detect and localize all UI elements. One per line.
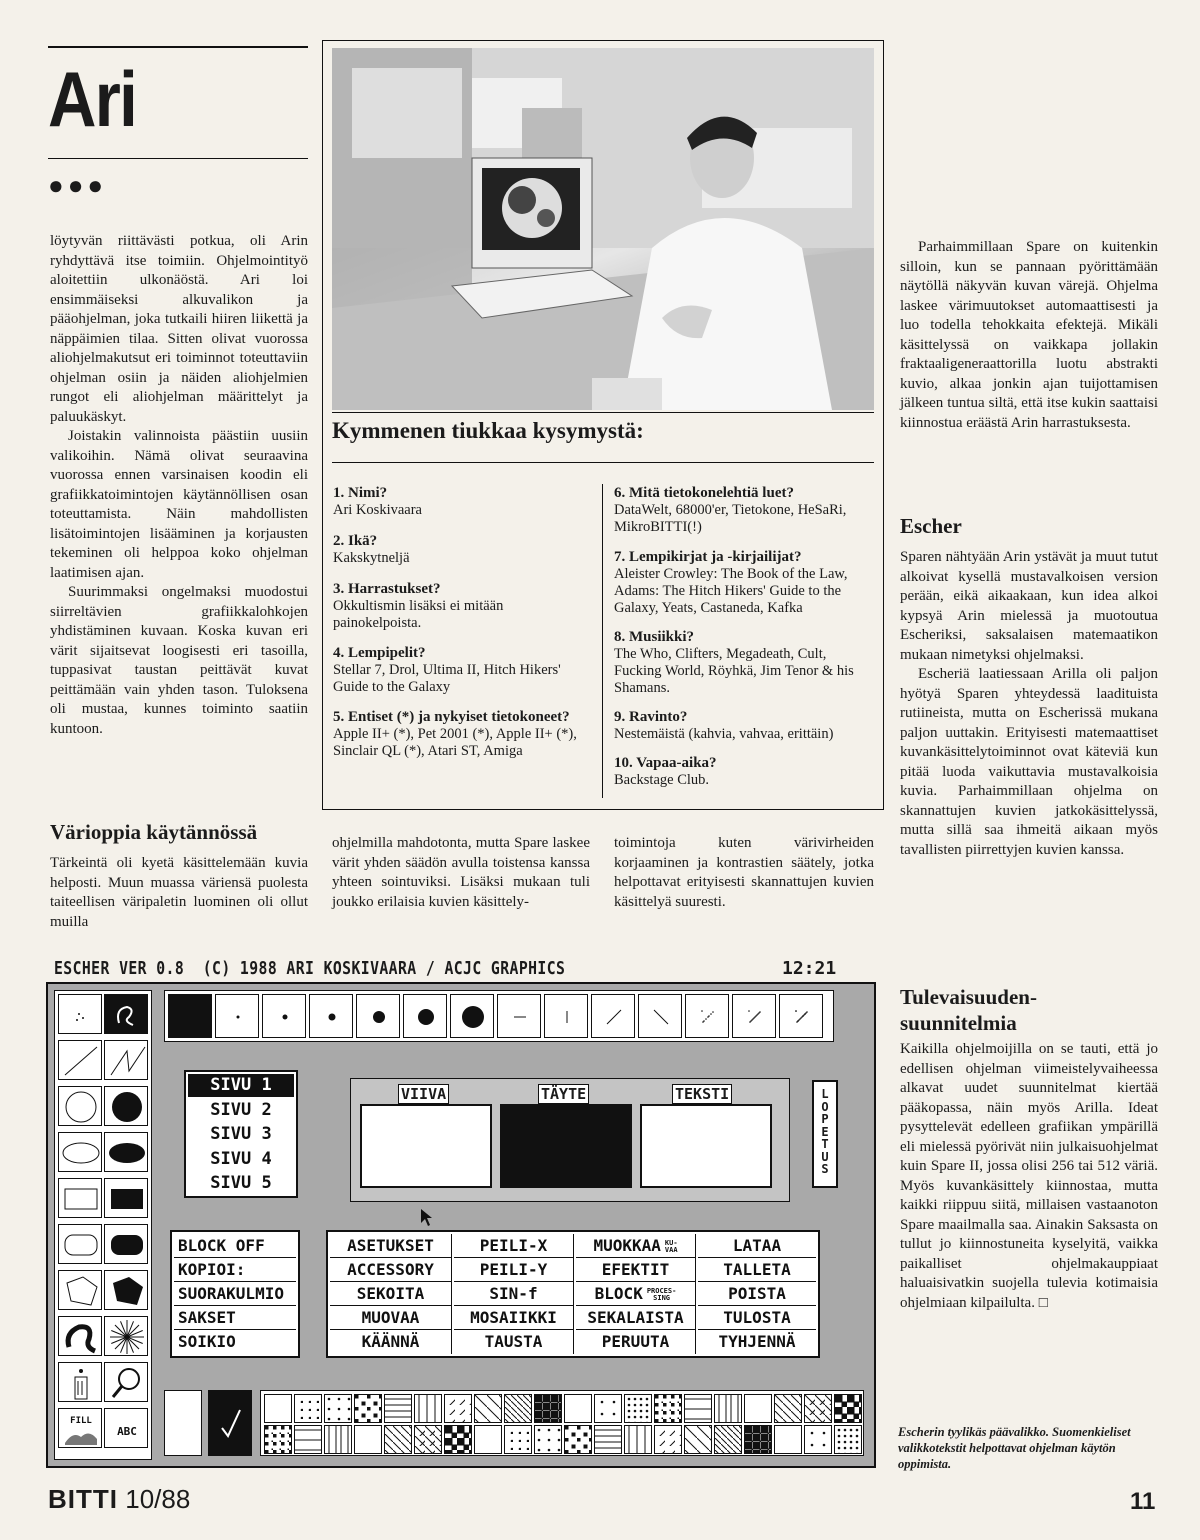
exit-button[interactable]: L O P E T U S (812, 1080, 838, 1188)
question-1: 1. Nimi? Ari Koskivaara (333, 485, 422, 518)
question-9: 9. Ravinto? Nestemäistä (kahvia, vahvaa, erittäin) (614, 709, 834, 742)
brush-dot-2-icon[interactable] (262, 994, 306, 1038)
bullet-dots: ●●● (48, 170, 108, 200)
brush-dot-5-icon[interactable] (403, 994, 447, 1038)
fill-icon[interactable] (58, 1408, 102, 1448)
menu-item-tulosta[interactable]: TULOSTA (698, 1306, 816, 1330)
menu-item-sin-f[interactable]: SIN-f (454, 1282, 574, 1306)
questions-title: Kymmenen tiukkaa kysymystä: (332, 418, 644, 443)
menu-item-peruuta[interactable]: PERUUTA (576, 1330, 696, 1354)
brush-diag-left-icon[interactable] (638, 994, 682, 1038)
ellipse-filled-icon[interactable] (104, 1132, 148, 1172)
escher-clock: 12:21 (782, 958, 837, 979)
block-menu-item-5[interactable]: SOIKIO (178, 1332, 236, 1351)
pattern-swatch[interactable] (324, 1394, 352, 1423)
panel-label-teksti: TEKSTI (672, 1084, 732, 1104)
panel-viiva[interactable] (360, 1104, 492, 1188)
panel-label-viiva: VIIVA (398, 1084, 449, 1104)
headline-rule (48, 158, 308, 159)
pattern-swatch[interactable] (294, 1394, 322, 1423)
menu-item-muokkaa[interactable]: MUOKKAA KU- VAA (576, 1234, 696, 1258)
circle-outline-icon[interactable] (58, 1086, 102, 1126)
col1-paragraph-3: Suurimmaksi ongelmaksi muodostui siirreltävien grafiikkalohkojen yhdistäminen kuvaan. Koska kuvan eri värit sijaitsevat loogisesti eri tasoilla, tuppasivat taustan peittävät kuvat peittämään vain yhden tason. Tuloksena oli mustaa, kunnes toiminto saatiin kuntoon. (50, 584, 308, 737)
pattern-swatch[interactable] (564, 1394, 592, 1423)
pattern-swatch[interactable] (294, 1425, 322, 1454)
spray-can-icon[interactable] (58, 1362, 102, 1402)
magnifier-icon[interactable] (104, 1362, 148, 1402)
escher-title-bar: ESCHER VER 0.8 (C) 1988 ARI KOSKIVAARA / ACJC GRAPHICS (54, 958, 566, 979)
question-6: 6. Mitä tietokonelehtiä luet? DataWelt, 68000'er, Tietokone, HeSaRi, MikroBITTI(!) (614, 485, 847, 535)
rect-filled-icon[interactable] (104, 1178, 148, 1218)
brush-dot-6-icon[interactable] (450, 994, 494, 1038)
pattern-swatch[interactable] (774, 1394, 802, 1423)
block-menu-item-4[interactable]: SAKSET (174, 1306, 296, 1330)
circle-filled-icon[interactable] (104, 1086, 148, 1126)
svg-text:FILL: FILL (70, 1416, 92, 1426)
menu-item-muovaa[interactable]: MUOVAA (330, 1306, 452, 1330)
brush-diag-right-icon[interactable] (591, 994, 635, 1038)
polygon-filled-icon[interactable] (104, 1270, 148, 1310)
polygon-outline-icon[interactable] (58, 1270, 102, 1310)
section-title-vari: Värioppia käytännössä (50, 820, 258, 844)
menu-item-sekoita[interactable]: SEKOITA (330, 1282, 452, 1306)
rounded-rect-filled-icon[interactable] (104, 1224, 148, 1264)
menu-item-block[interactable]: BLOCK PROCES- SING (576, 1282, 696, 1306)
magazine-name: BITTI (48, 1484, 118, 1514)
col1-paragraph-2: Joistakin valinnoista päästiin uusiin valikoihin. Nämä olivat seuraavina vuorossa ennen varsinaisen koodin eli grafiikkatoimintojen käytännöllisen osan toteuttamista. Näin mahdollisten lisätoimintojen lisääminen ja korjausten tekeminen oli helppoa koko ohjelman laatimisen ajan. (50, 428, 308, 581)
section-title-tulevaisuus: Tulevaisuuden- suunnitelmia (900, 985, 1037, 1035)
block-menu-item-1[interactable]: BLOCK OFF (174, 1234, 296, 1258)
menu-item-tausta[interactable]: TAUSTA (454, 1330, 574, 1354)
pattern-swatch[interactable] (534, 1394, 562, 1423)
pattern-swatch[interactable] (654, 1394, 682, 1423)
section-title-escher: Escher (900, 514, 962, 538)
block-menu-item-2[interactable]: KOPIOI: (174, 1258, 296, 1282)
menu-item-lataa[interactable]: LATAA (698, 1234, 816, 1258)
section-escher-text (900, 548, 1158, 860)
pattern-swatch[interactable] (384, 1425, 412, 1454)
rounded-rect-outline-icon[interactable] (58, 1224, 102, 1264)
brush-spray-large-icon[interactable] (779, 994, 823, 1038)
pattern-preview-white[interactable] (164, 1390, 202, 1456)
menu-item-peili-x[interactable]: PEILI-X (454, 1234, 574, 1258)
question-5: 5. Entiset (*) ja nykyiset tietokoneet? Apple II+ (*), Pet 2001 (*), Apple II+ (*), Sinclair QL (*), Atari ST, Amiga (333, 709, 577, 759)
pattern-swatch[interactable] (744, 1394, 772, 1423)
pattern-swatch[interactable] (324, 1425, 352, 1454)
checkmark-icon (218, 1404, 244, 1442)
pattern-swatch[interactable] (444, 1394, 472, 1423)
escher-paragraph-1: Sparen nähtyään Arin ystävät ja muut tutut alkoivat kysellä mustavalkoisen version perään, eikä aikaakaan, kun idea alkoi kypsyä Arin mielessä ja muotoutua Escheriksi, saksalaisen matemaatikon mukaan nimetyksi ohjelmaksi. (900, 549, 1158, 663)
block-menu-item-3[interactable]: SUORAKULMIO (174, 1282, 296, 1306)
questions-right (614, 484, 874, 798)
pattern-swatch[interactable] (684, 1425, 712, 1454)
pattern-swatch[interactable] (774, 1425, 802, 1454)
questions-left (333, 484, 591, 792)
section-vari-text: Tärkeintä oli kyetä käsittelemään kuvia helposti. Muun muassa väriensä puolesta taiteellisen väripaletin luominen oli ollut muilla (50, 855, 308, 930)
pattern-swatch[interactable] (444, 1425, 472, 1454)
pattern-swatch[interactable] (534, 1425, 562, 1454)
footer-issue (48, 1484, 190, 1514)
menu-item-poista[interactable]: POISTA (698, 1282, 816, 1306)
pattern-swatch[interactable] (414, 1394, 442, 1423)
pattern-swatch[interactable] (834, 1394, 862, 1423)
brush-dot-1-icon[interactable] (215, 994, 259, 1038)
brush-vline-icon[interactable] (544, 994, 588, 1038)
brush-hline-icon[interactable] (497, 994, 541, 1038)
pattern-swatch[interactable] (804, 1394, 832, 1423)
pattern-swatch[interactable] (354, 1425, 382, 1454)
pattern-swatch[interactable] (654, 1425, 682, 1454)
menu-item-accessory[interactable]: ACCESSORY (330, 1258, 452, 1282)
page-number: 11 (1130, 1488, 1156, 1515)
brush-spray-medium-icon[interactable] (732, 994, 776, 1038)
svg-text:ABC: ABC (117, 1425, 137, 1438)
menu-item-small-note: PROCES- SING (646, 1286, 677, 1302)
pattern-swatch[interactable] (504, 1425, 532, 1454)
pattern-swatch[interactable] (264, 1425, 292, 1454)
pattern-swatch[interactable] (474, 1394, 502, 1423)
column-2-text: ohjelmilla mahdotonta, mutta Spare laskee värit yhden säädön avulla toistensa kanssa yhteen sointuviksi. Lisäksi mukaan tuli joukko erilaisia kuvien käsittely- (332, 835, 590, 910)
question-2: 2. Ikä? Kakskytneljä (333, 533, 410, 566)
pattern-swatch[interactable] (804, 1425, 832, 1454)
mouse-cursor-icon (420, 1208, 436, 1228)
pattern-swatch[interactable] (834, 1425, 862, 1454)
pattern-swatch[interactable] (474, 1425, 502, 1454)
questions-title-rule (332, 462, 874, 463)
menu-item-peili-y[interactable]: PEILI-Y (454, 1258, 574, 1282)
spray-icon[interactable] (58, 994, 102, 1034)
menu-item-asetukset[interactable]: ASETUKSET (330, 1234, 452, 1258)
pattern-swatch[interactable] (624, 1425, 652, 1454)
pattern-swatch[interactable] (744, 1425, 772, 1454)
pattern-swatch[interactable] (414, 1425, 442, 1454)
pattern-swatch[interactable] (714, 1425, 742, 1454)
line-icon[interactable] (58, 1040, 102, 1080)
menu-item-käännä[interactable]: KÄÄNNÄ (330, 1330, 452, 1354)
question-4: 4. Lempipelit? Stellar 7, Drol, Ultima II, Hitch Hikers' Guide to the Galaxy (333, 645, 561, 695)
brush-icon[interactable] (58, 1316, 102, 1356)
pattern-swatch[interactable] (594, 1394, 622, 1423)
page-item-1[interactable]: SIVU 1 (188, 1074, 294, 1097)
pattern-swatch[interactable] (384, 1394, 412, 1423)
pattern-swatch[interactable] (504, 1394, 532, 1423)
brush-spray-small-icon[interactable] (685, 994, 729, 1038)
questions-divider (602, 484, 603, 798)
pattern-swatch[interactable] (624, 1394, 652, 1423)
pattern-swatch[interactable] (684, 1394, 712, 1423)
question-8: 8. Musiikki? The Who, Clifters, Megadeath, Cult, Fucking World, Röyhkä, Jim Tenor & his Shamans. (614, 629, 854, 696)
brush-solid-icon[interactable] (168, 994, 212, 1038)
screenshot-caption: Escherin tyylikäs päävalikko. Suomenkieliset valikkotekstit helpottavat ohjelman käytön oppimista. (898, 1425, 1131, 1471)
brush-dot-4-icon[interactable] (356, 994, 400, 1038)
headline: Ari (48, 55, 137, 143)
panel-label-tayte: TÄYTE (538, 1084, 589, 1104)
menu-item-talleta[interactable]: TALLETA (698, 1258, 816, 1282)
rect-outline-icon[interactable] (58, 1178, 102, 1218)
column-1 (50, 232, 308, 739)
squiggle-icon[interactable] (104, 994, 148, 1034)
text-tool-icon[interactable] (104, 1408, 148, 1448)
burst-icon[interactable] (104, 1316, 148, 1356)
ellipse-outline-icon[interactable] (58, 1132, 102, 1172)
zigzag-icon[interactable] (104, 1040, 148, 1080)
col1-paragraph-1: löytyvän riittävästi potkua, oli Arin ryhdyttävä itse toimiin. Ohjelmointityö aloitettiin ulkonäöstä. Ari loi ensimmäiseksi alkuvalikon ja pääohjelman, joka tutkaili hiiren liikettä ja näppäimien tilaa. Sitten olivat vuorossa aliohjelmakutsut eri toiminnot toteuttaviin ohjelman osiin ja näiden aliohjelmien rungot eli aliohjelman määrittelyt ja paluukäskyt. (50, 233, 308, 425)
portrait-photo (332, 48, 874, 410)
menu-item-small-note: KU- VAA (664, 1238, 678, 1254)
escher-paragraph-2: Escheriä laatiessaan Arilla oli paljon hyötyä Sparen yhteydessä laadituista rutiineista, mutta on Escherissä mukana paljon uuttakin. Erityisesti matemaattiset kuvankäsittelytoiminnot ovat käteviä kun pitää luoda vaikuttavia mustavalkoisia kuvia. Parhaimmillaan ohjelma on skannattujen kuvien jatkokäsittelyssä, mutta sillä saa ihmeitä aikaan myös tavallisten piirrettyjen kuvien kanssa. (900, 666, 1158, 858)
pattern-swatch[interactable] (594, 1425, 622, 1454)
top-rule (48, 46, 308, 48)
question-3: 3. Harrastukset? Okkultismin lisäksi ei mitään painokelpoista. (333, 581, 504, 631)
question-7: 7. Lempikirjat ja -kirjailijat? Aleister Crowley: The Book of the Law, Adams: The Hitch Hikers' Guide to the Galaxy, Yeats, Castaneda, Kafka (614, 549, 848, 616)
menu-item-sekalaista[interactable]: SEKALAISTA (576, 1306, 696, 1330)
question-10: 10. Vapaa-aika? Backstage Club. (614, 755, 717, 788)
panel-tayte[interactable] (500, 1104, 632, 1188)
menu-item-efektit[interactable]: EFEKTIT (576, 1258, 696, 1282)
page-item-5[interactable]: SIVU 5 (188, 1172, 294, 1195)
page-item-4[interactable]: SIVU 4 (188, 1148, 294, 1171)
menu-item-tyhjennä[interactable]: TYHJENNÄ (718, 1332, 796, 1351)
pattern-swatch[interactable] (354, 1394, 382, 1423)
page-item-3[interactable]: SIVU 3 (188, 1123, 294, 1146)
section-tulevaisuus-text: Kaikilla ohjelmoijilla on se tauti, että jo edellisen ohjelman viimeistelyvaiheessa alkavat uudet suunnitelmat kiertää pääkopassa, näin myös Arilla. Ideat pysyttelevät edelleen grafiikan ympärillä eli mielessä pyörivät niin julkaisuohjelmat kuin Spare II, jossa olisi 256 tai 512 väriä. Myös kuvankäsittely kiinnostaa, mutta kaikki riippuu siitä, millaisen vastaanoton Spare maailmalla saa. Ainakin Saksasta on tullut jo kiinnostuneita kyselyitä, vaikka paikalliset ohjelmakauppiaat haluaisivatkin suojella tulevia kotimaisia ohjelmiaan kilpailulta. □ (900, 1041, 1158, 1311)
pattern-swatch[interactable] (714, 1394, 742, 1423)
page-item-2[interactable]: SIVU 2 (188, 1099, 294, 1122)
brush-dot-3-icon[interactable] (309, 994, 353, 1038)
panel-teksti[interactable] (640, 1104, 772, 1188)
pattern-swatch[interactable] (264, 1394, 292, 1423)
photo-rule (332, 412, 874, 413)
menu-item-mosaiikki[interactable]: MOSAIIKKI (454, 1306, 574, 1330)
issue-number: 10/88 (125, 1484, 191, 1514)
pattern-swatch[interactable] (564, 1425, 592, 1454)
right-col-paragraph-1: Parhaimmillaan Spare on kuitenkin silloin, kun se pannaan pyörittämään näytöllä näkyvän kuvan värejä. Ohjelma laskee värimuutokset automaattisesti ja luo todella tehokkaita efektejä. Mikäli käsittelyssä on vaikkapa jollakin fraktaaligeneraattorilla luotu abstrakti kuvio, alkaa jonkin ajan tuijottamisen jälkeen tuntua siltä, että itse kukin saattaisi kiinnostua eräästä Arin harrastuksesta. (900, 239, 1158, 431)
column-3-text: toimintoja kuten värivirheiden korjaaminen ja kontrastien säätely, jotka helpottavat erityisesti skannattujen kuvien käsittelyä suuresti. (614, 835, 874, 910)
